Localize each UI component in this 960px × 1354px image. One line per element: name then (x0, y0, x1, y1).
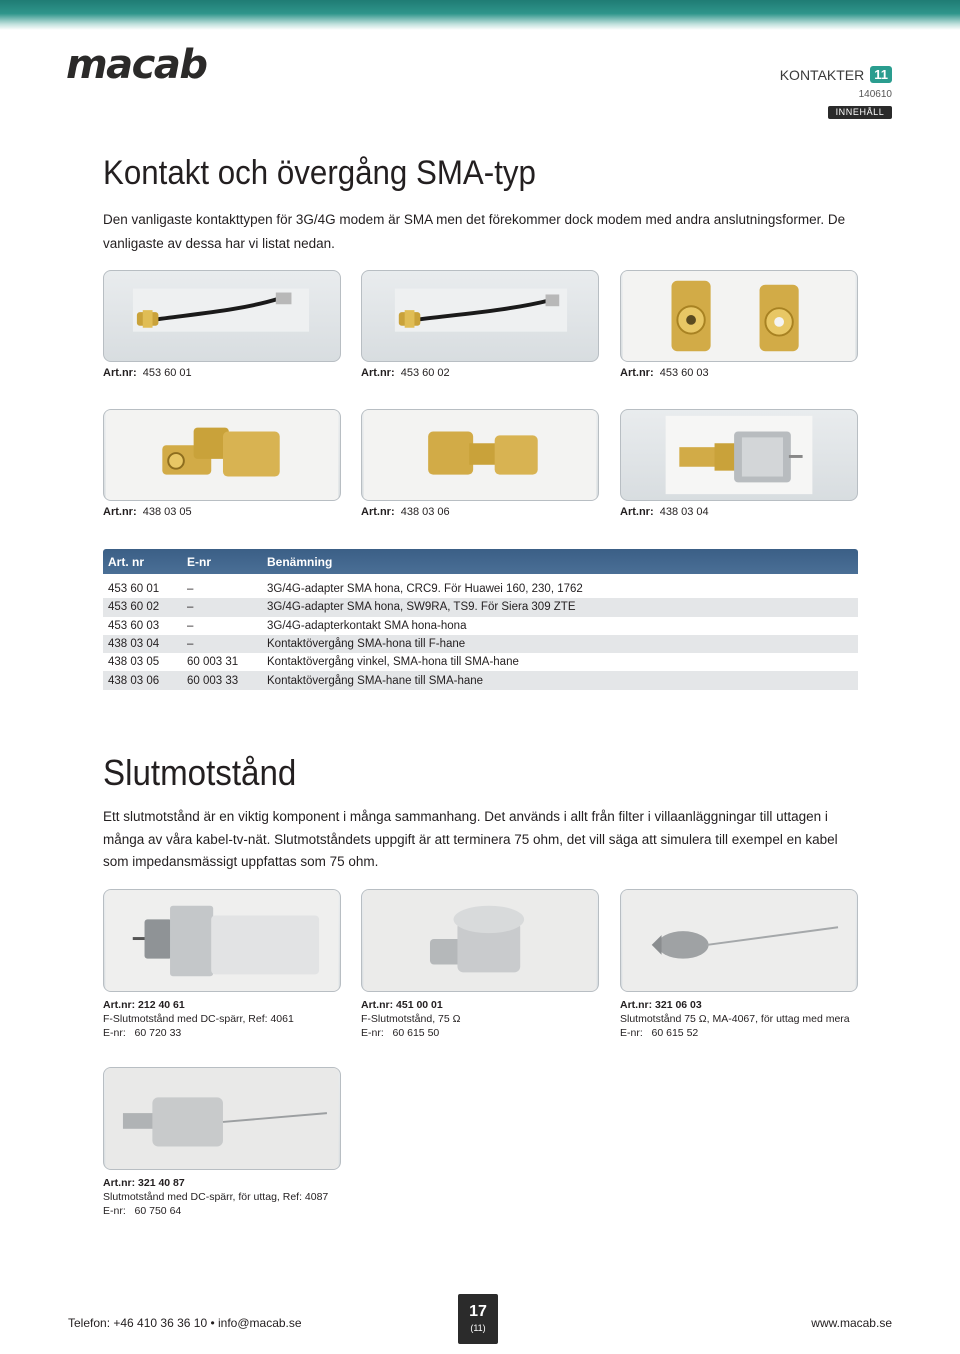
product-image-453-60-02 (361, 270, 599, 362)
table-row (103, 598, 858, 616)
table-header (103, 549, 858, 574)
product-image-438-03-06 (361, 409, 599, 501)
product-image-453-60-01 (103, 270, 341, 362)
header-benamning: Benämning (267, 554, 333, 569)
toc-button[interactable]: INNEHÅLL (828, 106, 892, 119)
cell-art-nr: 438 03 06 (108, 674, 160, 687)
art-value: 212 40 61 (138, 999, 185, 1011)
enr-label: E-nr: (361, 1027, 384, 1040)
product-description: F-Slutmotstånd, 75 Ω (361, 1013, 461, 1026)
cylinder-terminator-icon (104, 1068, 340, 1169)
art-label: Art.nr: (103, 506, 137, 518)
cell-art-nr: 438 03 04 (108, 638, 160, 651)
cell-e-nr: 60 003 33 (187, 674, 239, 687)
header-e-nr: E-nr (187, 554, 211, 569)
website-link[interactable]: www.macab.se (811, 1316, 892, 1330)
enr-label: E-nr: (103, 1027, 126, 1040)
art-label: Art.nr: (620, 506, 654, 518)
header-band (0, 0, 960, 30)
sma-cable-adapter-icon (104, 271, 340, 361)
enr-value: 60 615 52 (651, 1027, 699, 1040)
f-terminator-icon (362, 890, 598, 991)
header-art-nr: Art. nr (108, 554, 144, 569)
cell-benamning: 3G/4G-adapterkontakt SMA hona-hona (267, 619, 467, 632)
section-heading: Slutmotstånd (103, 752, 297, 793)
product-info-321-40-87 (103, 1176, 328, 1219)
art-value: 438 03 04 (659, 506, 709, 518)
pin-terminator-icon (621, 890, 857, 991)
product-image-212-40-61 (103, 889, 341, 992)
product-image-321-06-03 (620, 889, 858, 992)
art-number-453-60-01 (103, 367, 192, 379)
product-table (103, 549, 858, 690)
product-info-212-40-61 (103, 998, 294, 1041)
enr-value: 60 615 50 (392, 1027, 440, 1040)
section-header (780, 66, 892, 83)
art-label: Art.nr: (620, 999, 653, 1011)
cell-e-nr: 60 003 31 (187, 656, 239, 669)
cell-e-nr: – (187, 638, 194, 651)
cell-art-nr: 453 60 03 (108, 619, 160, 632)
footer-contact[interactable]: Telefon: +46 410 36 36 10 • info@macab.se (68, 1316, 302, 1330)
art-value: 453 60 01 (142, 367, 192, 379)
section-number-badge: 11 (870, 66, 892, 83)
art-value: 321 06 03 (655, 999, 702, 1011)
product-info-321-06-03 (620, 998, 850, 1041)
section-intro-text: Ett slutmotstånd är en viktig komponent i många sammanhang. Det används i allt från filter i villaanläggningar till uttagen i många av våra kabel-tv-nät. Slutmotståndets uppgift är att terminera 75 ohm, det vill säga att simulera till exempel en kabel som impedansmässigt uppfattas som 75 ohm. (103, 809, 838, 869)
art-number-453-60-03 (620, 367, 709, 379)
section-title: KONTAKTER (779, 66, 865, 83)
cell-art-nr: 453 60 02 (108, 601, 160, 614)
sma-straight-adapter-icon (362, 410, 598, 500)
enr-value: 60 750 64 (134, 1205, 182, 1218)
product-image-438-03-04 (620, 409, 858, 501)
cell-art-nr: 453 60 01 (108, 583, 160, 596)
product-description: Slutmotstånd med DC-spärr, för uttag, Ref: 4087 (103, 1191, 329, 1204)
page-number: 17 (469, 1303, 487, 1320)
art-label: Art.nr: (103, 999, 136, 1011)
date-code: 140610 (858, 89, 892, 100)
macab-logo[interactable]: macab (66, 42, 207, 88)
cell-benamning: Kontaktövergång SMA-hona till F-hane (267, 638, 466, 651)
art-label: Art.nr: (620, 367, 654, 379)
product-description: F-Slutmotstånd med DC-spärr, Ref: 4061 (103, 1013, 294, 1026)
art-label: Art.nr: (103, 367, 137, 379)
intro-text: Den vanligaste kontakttypen för 3G/4G modem är SMA men det förekommer dock modem med andra anslutningsformer. De vanligaste av dessa har vi listat nedan. (103, 212, 846, 251)
art-value: 438 03 05 (142, 506, 192, 518)
art-number-438-03-04 (620, 506, 709, 518)
enr-label: E-nr: (620, 1027, 643, 1040)
enr-label: E-nr: (103, 1205, 126, 1218)
cell-art-nr: 438 03 05 (108, 656, 160, 669)
sma-connectors-icon (621, 271, 857, 361)
product-info-451-00-01 (361, 998, 460, 1041)
cell-e-nr: – (187, 619, 194, 632)
art-value: 453 60 02 (400, 367, 450, 379)
art-number-453-60-02 (361, 367, 450, 379)
table-row (103, 617, 858, 635)
art-value: 453 60 03 (659, 367, 709, 379)
terminator-dc-block-icon (104, 890, 340, 991)
art-label: Art.nr: (361, 367, 395, 379)
cell-e-nr: – (187, 601, 194, 614)
cell-benamning: 3G/4G-adapter SMA hona, CRC9. För Huawei 160, 230, 1762 (267, 583, 583, 596)
art-value: 321 40 87 (138, 1177, 185, 1189)
art-number-438-03-05 (103, 506, 192, 518)
art-value: 451 00 01 (396, 999, 443, 1011)
cell-benamning: Kontaktövergång vinkel, SMA-hona till SMA-hane (267, 656, 519, 669)
product-image-451-00-01 (361, 889, 599, 992)
art-number-438-03-06 (361, 506, 450, 518)
sma-cable-adapter-icon (362, 271, 598, 361)
table-row (103, 635, 858, 653)
table-row (103, 653, 858, 671)
art-value: 438 03 06 (400, 506, 450, 518)
product-image-438-03-05 (103, 409, 341, 501)
product-image-321-40-87 (103, 1067, 341, 1170)
product-image-453-60-03 (620, 270, 858, 362)
sma-angle-adapter-icon (104, 410, 340, 500)
enr-value: 60 720 33 (134, 1027, 182, 1040)
page-number-box (458, 1294, 498, 1344)
page-title: Kontakt och övergång SMA-typ (103, 154, 536, 192)
cell-benamning: 3G/4G-adapter SMA hona, SW9RA, TS9. För Siera 309 ZTE (267, 601, 576, 614)
art-label: Art.nr: (361, 506, 395, 518)
page-subnumber: (11) (470, 1323, 486, 1333)
table-row (103, 671, 858, 689)
table-row (103, 580, 858, 598)
product-description: Slutmotstånd 75 Ω, MA-4067, för uttag med mera (620, 1013, 850, 1026)
art-label: Art.nr: (361, 999, 394, 1011)
cell-benamning: Kontaktövergång SMA-hane till SMA-hane (267, 674, 484, 687)
sma-f-adapter-icon (621, 410, 857, 500)
cell-e-nr: – (187, 583, 194, 596)
art-label: Art.nr: (103, 1177, 136, 1189)
